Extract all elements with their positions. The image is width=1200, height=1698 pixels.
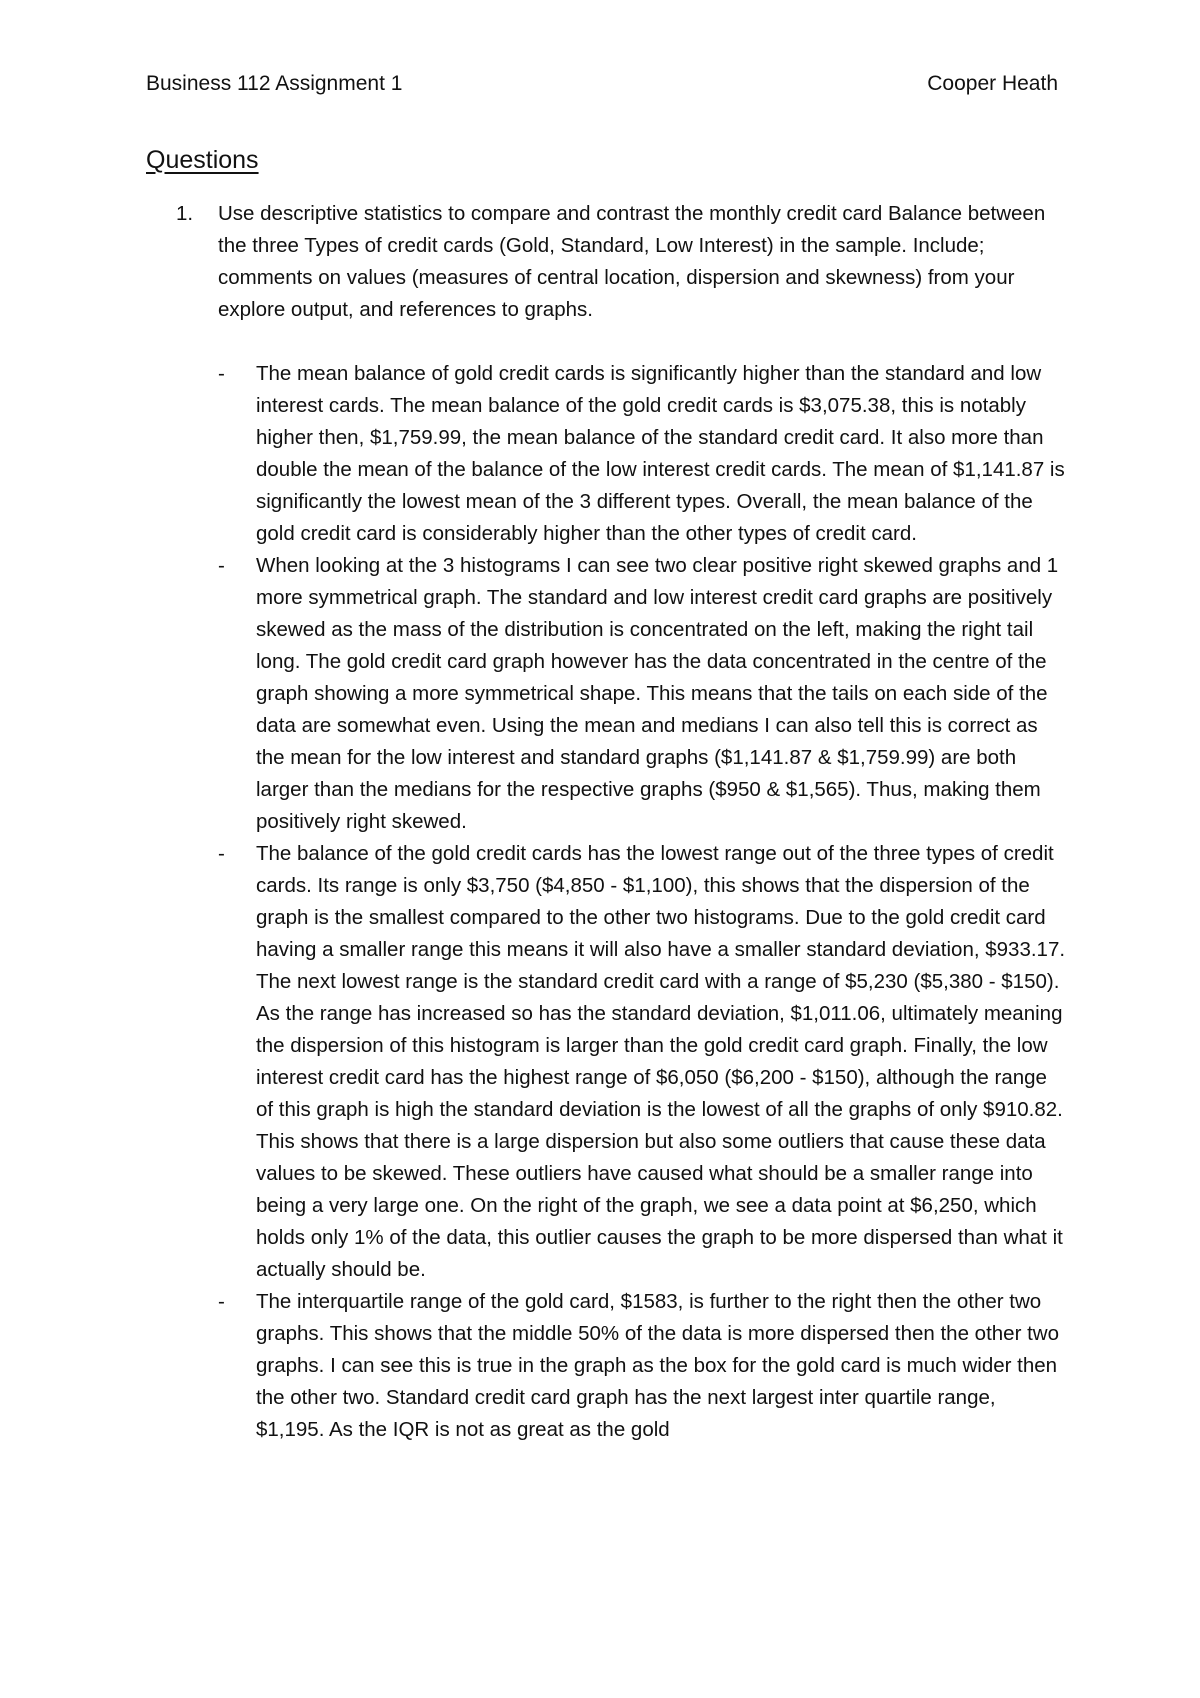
header-author-name: Cooper Heath: [927, 72, 1058, 95]
answer-text: The mean balance of gold credit cards is significantly higher than the standard and low interest cards. The mean balance of the gold credit cards is $3,075.38, this is notably higher then, $1,759.99, the mean balance of the standard credit card. It also more than double the mean of the balance of the low interest credit cards. The mean of $1,141.87 is significantly the lowest mean of the 3 different types. Overall, the mean balance of the gold credit card is considerably higher than the other types of credit card.: [256, 362, 1065, 545]
page-header: [146, 72, 1058, 106]
dash-marker: -: [218, 554, 225, 577]
answer-item: [146, 1286, 1066, 1446]
dash-marker: -: [218, 1290, 225, 1313]
dash-marker: -: [218, 362, 225, 385]
header-course-title: Business 112 Assignment 1: [146, 72, 403, 95]
question-number: 1.: [176, 202, 194, 225]
answer-text: The interquartile range of the gold card, $1583, is further to the right then the other two graphs. This shows that the middle 50% of the data is more dispersed then the other two graphs. I can see this is true in the graph as the box for the gold card is much wider then the other two. Standard credit card graph has the next largest inter quartile range, $1,195. As the IQR is not as great as the gold: [256, 1290, 1059, 1441]
answer-item: [146, 838, 1066, 1286]
answer-item: [146, 550, 1066, 838]
answer-list: [146, 358, 1066, 1446]
question-text: Use descriptive statistics to compare and contrast the monthly credit card Balance between the three Types of credit cards (Gold, Standard, Low Interest) in the sample. Include; comments on values (measures of central location, dispersion and skewness) from your explore output, and references to graphs.: [218, 202, 1046, 321]
answer-text: When looking at the 3 histograms I can see two clear positive right skewed graphs and 1 more symmetrical graph. The standard and low interest credit card graphs are positively skewed as the mass of the distribution is concentrated on the left, making the right tail long. The gold credit card graph however has the data concentrated in the centre of the graph showing a more symmetrical shape. This means that the tails on each side of the data are somewhat even. Using the mean and medians I can also tell this is correct as the mean for the low interest and standard graphs ($1,141.87 & $1,759.99) are both larger than the medians for the respective graphs ($950 & $1,565). Thus, making them positively right skewed.: [256, 554, 1059, 833]
answer-item: [146, 358, 1066, 550]
section-title: Questions: [146, 146, 259, 174]
answer-text: The balance of the gold credit cards has the lowest range out of the three types of credit cards. Its range is only $3,750 ($4,850 - $1,100), this shows that the dispersion of the graph is the smallest compared to the other two histograms. Due to the gold credit card having a smaller range this means it will also have a smaller standard deviation, $933.17. The next lowest range is the standard credit card with a range of $5,230 ($5,380 - $150). As the range has increased so has the standard deviation, $1,011.06, ultimately meaning the dispersion of this histogram is larger than the gold credit card graph. Finally, the low interest credit card has the highest range of $6,050 ($6,200 - $150), although the range of this graph is high the standard deviation is the lowest of all the graphs of only $910.82. This shows that there is a large dispersion but also some outliers that cause these data values to be skewed. These outliers have caused what should be a smaller range into being a very large one. On the right of the graph, we see a data point at $6,250, which holds only 1% of the data, this outlier causes the graph to be more dispersed than what it actually should be.: [256, 842, 1066, 1281]
dash-marker: -: [218, 842, 225, 865]
question-item: [146, 198, 1066, 326]
